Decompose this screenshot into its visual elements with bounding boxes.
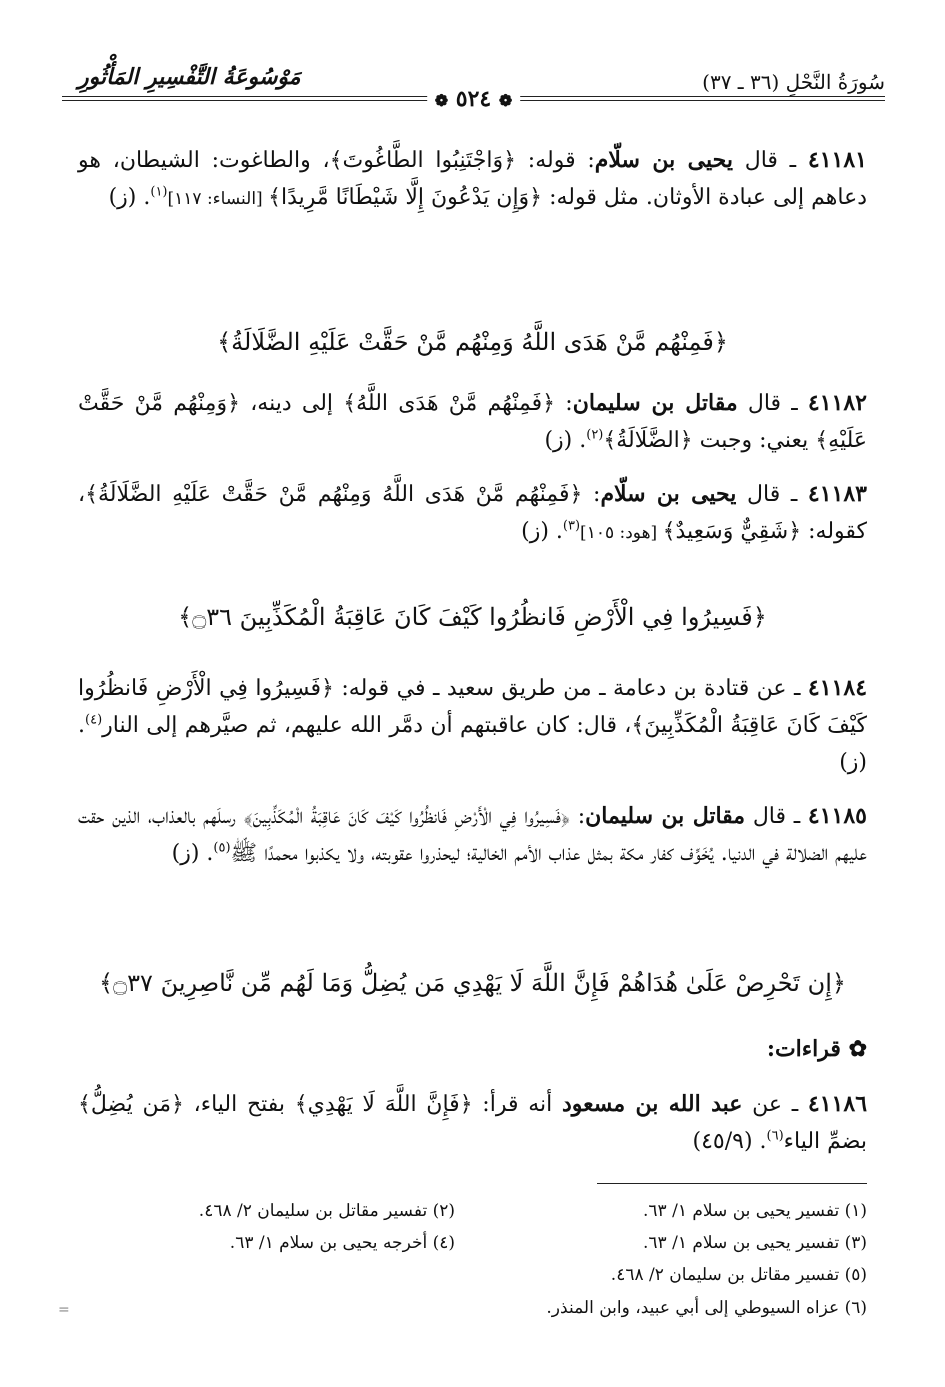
entry-41184 xyxy=(78,670,867,781)
book-title: مَوْسُوعَةُ التَّفْسِيرِ المَأْثُورِ xyxy=(78,64,301,90)
footnote-marker: (٣) xyxy=(562,518,581,534)
narrator-name: مقاتل بن سليمان xyxy=(572,390,738,416)
verse-heading: ﴿إِن تَحْرِصْ عَلَىٰ هُدَاهُمْ فَإِنَّ اللَّهَ لَا يَهْدِي مَن يُضِلُّ وَمَا لَهُم مِّن نَّاصِرِينَ ۝٣٧﴾ xyxy=(99,969,846,997)
entry-end: . (ز) xyxy=(171,841,214,866)
quran-quote: ﴿مَن يُضِلُّ﴾ xyxy=(78,1092,184,1117)
entry-number: ٤١١٨١ xyxy=(807,147,867,173)
entry-41185 xyxy=(78,798,867,872)
entry-41182 xyxy=(78,385,867,459)
surah-title: سُورَةُ النَّحْلِ (٣٦ ـ ٣٧) xyxy=(702,70,885,94)
entry-end: . (٤٥/٩) xyxy=(692,1129,767,1154)
margin-mark: = xyxy=(58,1302,70,1318)
entry-text: ، قال: كان عاقبتهم أن دمَّر الله عليهم، ثم صيَّرهم إلى النار xyxy=(102,713,632,738)
entry-41183 xyxy=(78,476,867,552)
entry-end: . (ز) xyxy=(521,519,563,544)
footnote-4: (٤) أخرجه يحيى بن سلام ١/ ٦٣. xyxy=(229,1233,455,1253)
quran-quote: ﴿فَمِنْهُم مَّنْ هَدَى اللَّهُ﴾ xyxy=(343,391,556,416)
quran-quote: ﴿فَسِيرُوا فِي الْأَرْضِ فَانظُرُوا كَيْفَ كَانَ عَاقِبَةُ الْمُكَذِّبِينَ﴾ xyxy=(243,804,570,829)
footnote-marker: (٦) xyxy=(766,1128,784,1144)
page-number: ٥٢٤ xyxy=(455,86,492,112)
ornament-icon: ❁ xyxy=(434,91,449,110)
entry-text: : قوله: xyxy=(516,148,595,173)
narrator-name: يحيى بن سلّام xyxy=(600,481,737,507)
entry-text: ، والطاغوت: الشيطان، هو دعاهم إلى عبادة الأوثان. مثل قوله: xyxy=(78,148,867,210)
footnote-6: (٦) عزاه السيوطي إلى أبي عبيد، وابن المنذر. xyxy=(546,1298,867,1318)
verse-reference: [النساء: ١١٧] xyxy=(167,189,269,209)
footnote-marker: (٤) xyxy=(85,712,103,728)
verse-heading: ﴿فَسِيرُوا فِي الْأَرْضِ فَانظُرُوا كَيْفَ كَانَ عَاقِبَةُ الْمُكَذِّبِينَ ۝٣٦﴾ xyxy=(178,603,767,631)
entry-text: : xyxy=(555,391,573,416)
entry-text: يعني: وجبت xyxy=(692,428,816,453)
page-number-box xyxy=(427,86,521,112)
entry-41186 xyxy=(78,1086,867,1160)
entry-text: إلى دينه، xyxy=(240,391,344,416)
entry-text: : xyxy=(569,804,586,829)
entry-text: بفتح الياء، xyxy=(183,1092,295,1117)
flower-ornament-icon: ✿ xyxy=(848,1036,867,1062)
footnote-2: (٢) تفسير مقاتل بن سليمان ٢/ ٤٦٨. xyxy=(198,1201,455,1221)
footnote-3: (٣) تفسير يحيى بن سلام ١/ ٦٣. xyxy=(643,1233,867,1253)
entry-number: ٤١١٨٣ xyxy=(807,481,867,507)
quran-quote: ﴿فَإِنَّ اللَّهَ لَا يَهْدِي﴾ xyxy=(294,1092,473,1117)
ornament-icon: ❁ xyxy=(498,91,513,110)
entry-end: . (ز) xyxy=(108,185,151,210)
entry-text: ـ عن قتادة بن دعامة ـ من طريق سعيد ـ في قوله: xyxy=(333,676,801,701)
entry-number: ٤١١٨٥ xyxy=(807,803,867,829)
footnote-rule xyxy=(597,1183,867,1184)
entry-text: : xyxy=(582,482,601,507)
entry-end: . (ز) xyxy=(544,428,587,453)
entry-text: بضمِّ الياء xyxy=(783,1129,867,1154)
entry-intro: ـ قال xyxy=(747,391,798,416)
section-subheading xyxy=(767,1036,867,1062)
entry-number: ٤١١٨٢ xyxy=(807,390,867,416)
verse-reference: [هود: ١٠٥] xyxy=(580,523,663,543)
quran-quote: ﴿وَإِن يَدْعُونَ إِلَّا شَيْطَانًا مَّرِيدًا﴾ xyxy=(268,185,543,210)
quran-quote: ﴿فَسِيرُوا فِي الْأَرْضِ فَانظُرُوا كَيْفَ كَانَ عَاقِبَةُ الْمُكَذِّبِينَ﴾ xyxy=(78,676,868,738)
entry-text: رسلَهم بالعذاب، الذين حقت عليهم الضلالة في الدنيا. يُخَوِّف كفار مكة بمثل عذاب الأمم الخالية؛ ليحذروا عقوبته، ولا يكذبوا محمدًا ﷺ xyxy=(78,804,867,866)
entry-text: ، كقوله: xyxy=(78,482,867,544)
footnote-marker: (١) xyxy=(150,184,168,200)
quran-quote: ﴿فَمِنْهُم مَّنْ هَدَى اللَّهُ وَمِنْهُم مَّنْ حَقَّتْ عَلَيْهِ الضَّلَالَةُ﴾ xyxy=(85,482,583,507)
quran-quote: ﴿الضَّلَالَةُ﴾ xyxy=(603,428,693,453)
narrator-name: عبد الله بن مسعود xyxy=(561,1091,743,1117)
quran-quote: ﴿شَقِيٌّ وَسَعِيدٌ﴾ xyxy=(662,519,802,544)
subheading-label: قراءات: xyxy=(766,1036,841,1062)
entry-intro: ـ قال xyxy=(744,148,797,173)
footnote-marker: (٥) xyxy=(213,840,231,856)
narrator-name: يحيى بن سلّام xyxy=(594,147,733,173)
page-header xyxy=(62,62,885,118)
entry-intro: ـ قال xyxy=(747,482,798,507)
footnote-5: (٥) تفسير مقاتل بن سليمان ٢/ ٤٦٨. xyxy=(610,1265,867,1285)
verse-heading: ﴿فَمِنْهُم مَّنْ هَدَى اللَّهُ وَمِنْهُم مَّنْ حَقَّتْ عَلَيْهِ الضَّلَالَةُ﴾ xyxy=(217,328,728,356)
entry-number: ٤١١٨٤ xyxy=(807,675,868,701)
quran-quote: ﴿وَمِنْهُم مَّنْ حَقَّتْ عَلَيْهِ﴾ xyxy=(78,391,867,453)
narrator-name: مقاتل بن سليمان xyxy=(585,803,746,829)
entry-intro: ـ قال xyxy=(752,804,801,829)
quran-quote: ﴿وَاجْتَنِبُوا الطَّاغُوتَ﴾ xyxy=(329,148,517,173)
entry-41181 xyxy=(78,142,867,218)
entry-intro: ـ عن xyxy=(752,1092,799,1117)
entry-text: أنه قرأ: xyxy=(472,1092,562,1117)
footnote-1: (١) تفسير يحيى بن سلام ١/ ٦٣. xyxy=(643,1201,867,1221)
entry-end: . (ز) xyxy=(78,713,867,775)
footnote-marker: (٢) xyxy=(586,427,604,443)
entry-number: ٤١١٨٦ xyxy=(807,1091,868,1117)
